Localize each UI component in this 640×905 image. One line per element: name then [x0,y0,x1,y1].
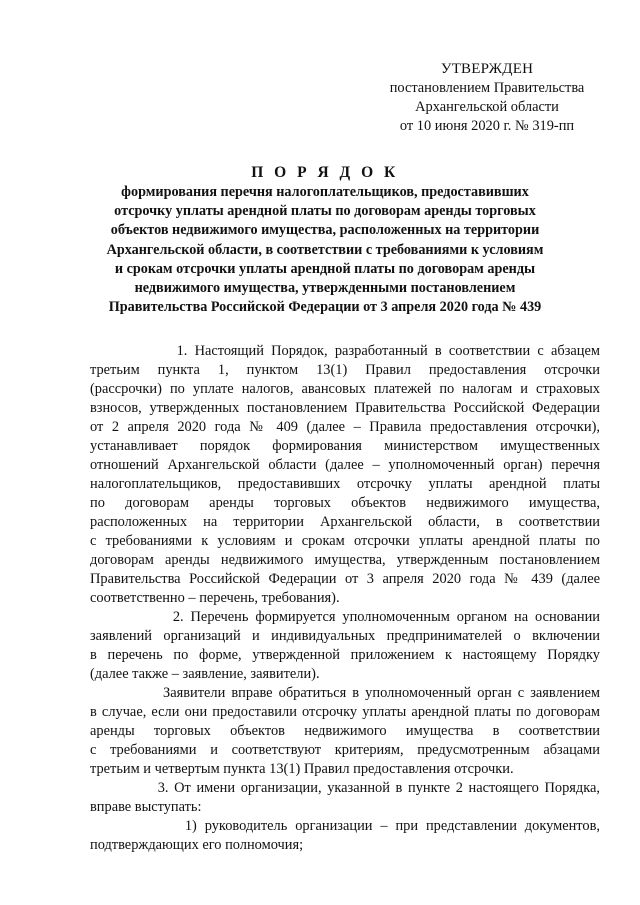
paragraph-line: Заявители вправе обратиться в уполномоченный орган с заявлением [90,685,600,701]
title-line: Правительства Российской Федерации от 3 апреля 2020 года № 439 [108,299,542,316]
title-line: объектов недвижимого имущества, расположенных на территории [110,222,540,239]
paragraph-line: третьим пункта 1, пунктом 13(1) Правил предоставления отсрочки [90,362,600,378]
paragraph-line: с требованиями и соответствуют критериям, предусмотренным абзацами [90,742,600,758]
paragraph-line: заявлений организаций и индивидуальных предпринимателей о включении [90,628,600,644]
paragraph-line: 2. Перечень формируется уполномоченным органом на основании [90,609,600,625]
paragraph-line: аренды торговых объектов недвижимого имущества в соответствии [90,723,600,739]
paragraph [90,342,600,608]
title-line: формирования перечня налогоплательщиков, предоставивших [121,184,529,200]
paragraph-line: (далее также – заявление, заявители). [90,666,320,682]
paragraph-line: 1) руководитель организации – при представлении документов, [90,818,600,834]
title-line: Архангельской области, в соответствии с требованиями к условиям [106,241,544,258]
approval-line-2: Архангельской области [415,99,559,115]
document-body [90,342,600,855]
paragraph-line: в случае, если они предоставили отсрочку уплаты арендной платы по договорам [90,704,600,720]
title-line: отсрочку уплаты арендной платы по договорам аренды торговых [114,203,536,220]
paragraph-line: в перечень по форме, утвержденной приложением к настоящему Порядку [90,647,600,663]
paragraph-line: договорам аренды недвижимого имущества, утвержденным постановлением [90,552,600,568]
paragraph [90,608,600,684]
paragraph-line: вправе выступать: [90,799,202,815]
paragraph-line: соответственно – перечень, требования). [90,590,340,606]
paragraph [90,684,600,779]
paragraph-line: устанавливает порядок формирования министерством имущественных [90,438,600,454]
paragraph-line: Правительства Российской Федерации от 3 апреля 2020 года № 439 (далее [90,571,600,587]
title-line: недвижимого имущества, утвержденными постановлением [134,280,516,297]
paragraph-line: 3. От имени организации, указанной в пункте 2 настоящего Порядка, [90,780,600,796]
paragraph-line: (рассрочки) по уплате налогов, авансовых платежей по налогам и страховых [90,381,600,397]
paragraph-line: 1. Настоящий Порядок, разработанный в соответствии с абзацем [90,343,600,359]
paragraph-line: подтверждающих его полномочия; [90,837,304,853]
paragraph-line: отношений Архангельской области (далее – уполномоченный орган) перечня [90,457,600,473]
approval-line-3: от 10 июня 2020 г. № 319-пп [399,118,575,134]
paragraph-line: налогоплательщиков, предоставивших отсрочку уплаты арендной платы [90,476,600,492]
paragraph-line: расположенных на территории Архангельской области, в соответствии [90,514,600,530]
document-title [90,163,560,317]
approval-stamp [372,60,602,136]
paragraph-line: третьим и четвертым пункта 13(1) Правил предоставления отсрочки. [90,761,514,777]
approval-heading: УТВЕРЖДЕН [440,61,534,77]
paragraph [90,779,600,817]
title-main: П О Р Я Д О К [251,164,399,181]
paragraph-line: взносов, утвержденных постановлением Правительства Российской Федерации [90,400,600,416]
paragraph-line: от 2 апреля 2020 года № 409 (далее – Правила предоставления отсрочки), [90,419,600,435]
paragraph-line: с требованиями к условиям и срокам отсрочки уплаты арендной платы по [90,533,600,549]
title-line: и срокам отсрочки уплаты арендной платы по договорам аренды [114,260,536,277]
approval-line-1: постановлением Правительства [389,80,585,96]
paragraph [90,817,600,855]
paragraph-line: по договорам аренды торговых объектов недвижимого имущества, [90,495,600,511]
